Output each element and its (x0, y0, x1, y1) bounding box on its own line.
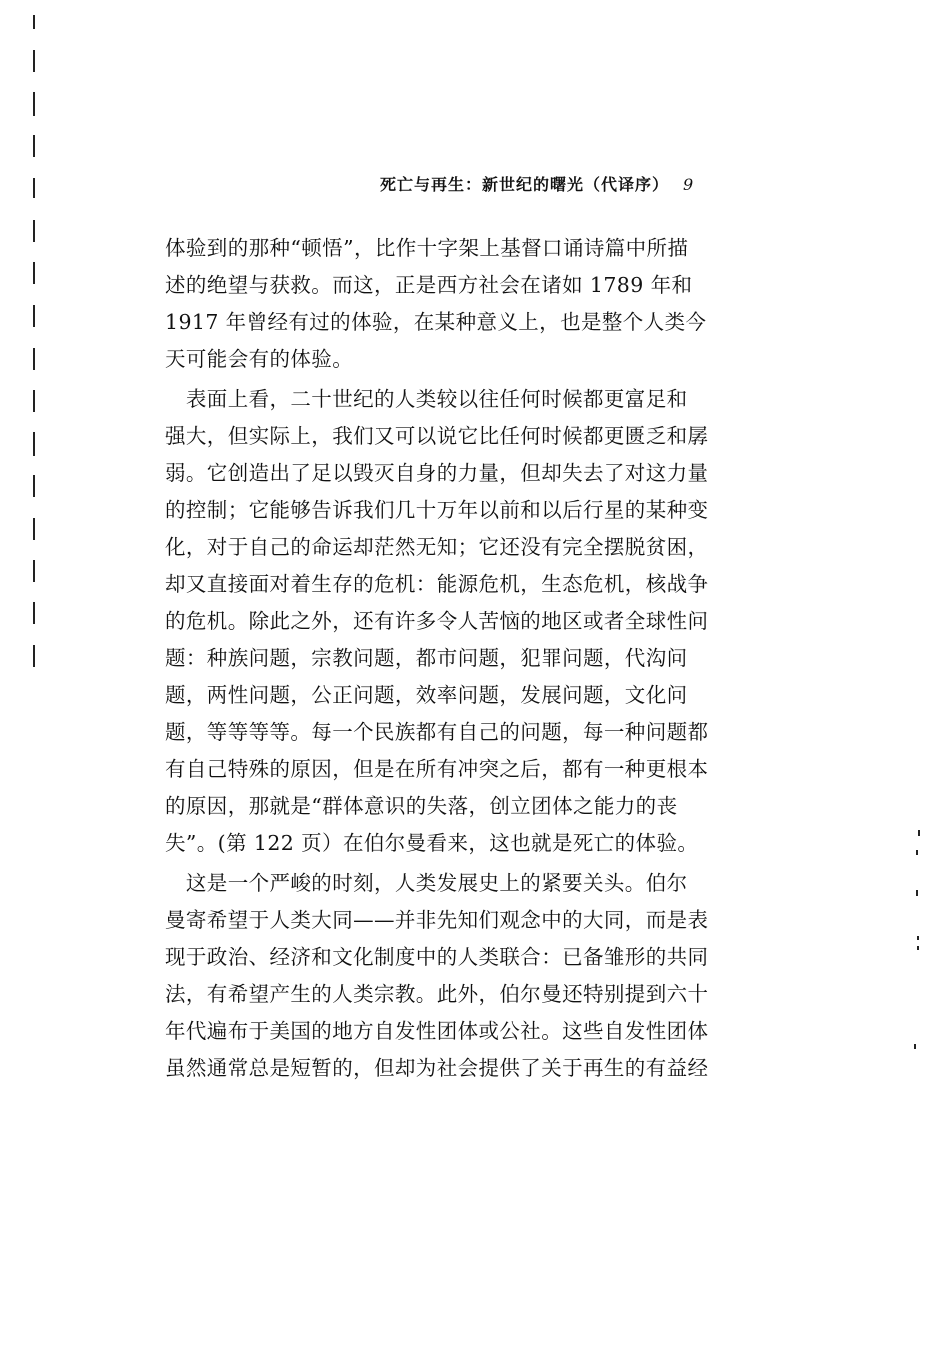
scan-edge-speck (914, 1044, 916, 1049)
scan-edge-mark (33, 220, 35, 242)
text-line: 却又直接面对着生存的危机：能源危机，生态危机，核战争 (165, 572, 709, 596)
text-line: 虽然通常总是短暂的，但却为社会提供了关于再生的有益经 (165, 1056, 709, 1080)
scan-edge-speck (916, 890, 918, 896)
text-line: 述的绝望与获救。而这，正是西方社会在诸如 1789 年和 (165, 273, 693, 297)
text-line: 有自己特殊的原因，但是在所有冲突之后，都有一种更根本 (165, 757, 709, 781)
text-line: 天可能会有的体验。 (165, 347, 354, 371)
running-head (380, 172, 740, 195)
text-line: 表面上看，二十世纪的人类较以往任何时候都更富足和 (165, 387, 688, 411)
text-line: 的控制；它能够告诉我们几十万年以前和以后行星的某种变 (165, 498, 709, 522)
scan-edge-speck (918, 830, 920, 836)
page-number: 9 (683, 175, 695, 194)
text-line: 法，有希望产生的人类宗教。此外，伯尔曼还特别提到六十 (165, 982, 709, 1006)
scan-edge-mark (33, 518, 35, 540)
scan-edge-mark (33, 432, 35, 456)
scan-edge-mark (33, 560, 35, 582)
scan-edge-mark (33, 262, 35, 284)
scan-edge-mark (33, 50, 35, 72)
scan-edge-mark (33, 475, 35, 497)
text-line: 题：种族问题，宗教问题，都市问题，犯罪问题，代沟问 (165, 646, 688, 670)
text-line: 的原因，那就是“群体意识的失落，创立团体之能力的丧 (165, 794, 678, 818)
scan-edge-speck (917, 936, 919, 940)
text-line: 失”。(第 122 页）在伯尔曼看来，这也就是死亡的体验。 (165, 831, 699, 855)
scan-edge-mark (33, 178, 35, 198)
text-line: 强大，但实际上，我们又可以说它比任何时候都更匮乏和孱 (165, 424, 709, 448)
text-line: 题，等等等等。每一个民族都有自己的问题，每一种问题都 (165, 720, 709, 744)
text-line: 这是一个严峻的时刻，人类发展史上的紧要关头。伯尔 (165, 871, 688, 895)
text-line: 弱。它创造出了足以毁灭自身的力量，但却失去了对这力量 (165, 461, 709, 485)
scan-edge-speck (917, 946, 919, 950)
text-line: 1917 年曾经有过的体验，在某种意义上，也是整个人类今 (165, 310, 707, 334)
scan-edge-mark (33, 645, 35, 667)
scan-edge-mark (33, 390, 35, 412)
text-line: 化，对于自己的命运却茫然无知；它还没有完全摆脱贫困， (165, 535, 709, 559)
text-line: 题，两性问题，公正问题，效率问题，发展问题，文化问 (165, 683, 688, 707)
scan-edge-mark (33, 92, 35, 116)
scan-edge-mark (33, 305, 35, 327)
text-line: 体验到的那种“顿悟”，比作十字架上基督口诵诗篇中所描 (165, 236, 689, 260)
scan-edge-mark (33, 15, 35, 29)
scan-edge-mark (33, 602, 35, 624)
text-line: 曼寄希望于人类大同——并非先知们观念中的大同，而是表 (165, 908, 709, 932)
text-line: 年代遍布于美国的地方自发性团体或公社。这些自发性团体 (165, 1019, 709, 1043)
scan-edge-speck (916, 850, 918, 855)
scan-edge-mark (33, 135, 35, 157)
scan-edge-mark (33, 348, 35, 370)
running-head-title: 死亡与再生：新世纪的曙光（代译序） (380, 175, 670, 194)
body-text (165, 230, 760, 1087)
text-line: 现于政治、经济和文化制度中的人类联合：已备雏形的共同 (165, 945, 709, 969)
text-line: 的危机。除此之外，还有许多令人苦恼的地区或者全球性问 (165, 609, 709, 633)
